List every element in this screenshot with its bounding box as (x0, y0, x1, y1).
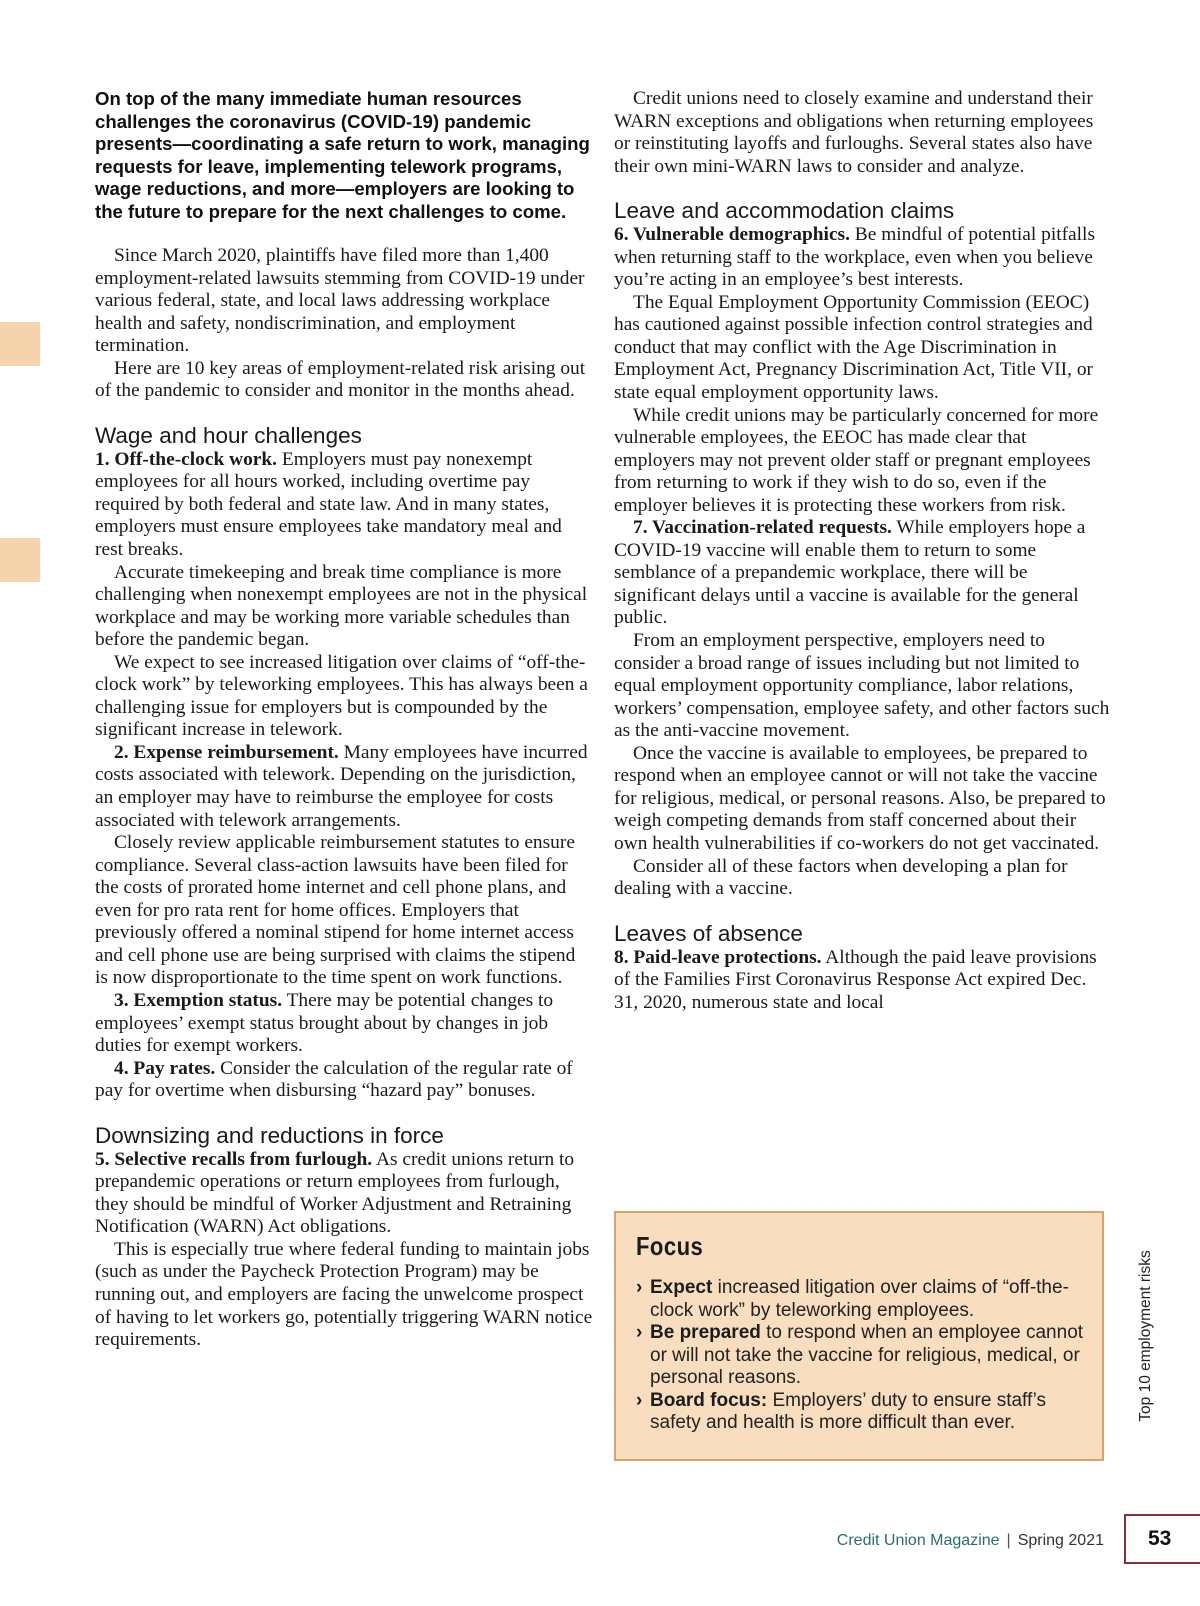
item-lead: 6. Vulnerable demographics. (614, 224, 850, 246)
paragraph-off-the-clock (95, 449, 593, 562)
focus-item-text: Employers’ duty to ensure staff’s safety and health is more difficult than ever. (650, 1389, 1046, 1433)
item-text: Be mindful of potential pitfalls when returning staff to the workplace, even when you believe you’re acting in an employee’s best interests. (614, 224, 1095, 291)
focus-item-key: Be prepared (650, 1322, 761, 1343)
body-paragraph: While credit unions may be particularly concerned for more vulnerable employees, the EEOC has made clear that employers may not prevent older staff or pregnant employees from returning to work if they wish to do so, even if the employer believes it is protecting these workers from risk. (614, 404, 1099, 516)
item-text: Although the paid leave provisions of the Families First Coronavirus Response Act expired Dec. 31, 2020, numerous state and local (614, 946, 1097, 1013)
item-lead: 2. Expense reimbursement. (114, 741, 339, 763)
paragraph-selective-recalls (95, 1149, 593, 1239)
body-paragraph: From an employment perspective, employers need to consider a broad range of issues including but not limited to equal employment opportunity compliance, labor relations, workers’ compensation, employee safety, and other factors such as the anti-vaccine movement. (614, 630, 1110, 742)
margin-tab-accent (0, 322, 40, 366)
item-text: Many employees have incurred costs associated with telework. Depending on the jurisdiction, an employer may have to reimburse the employee for costs associated with telework arrangements. (95, 741, 588, 831)
focus-item-key: Expect (650, 1277, 713, 1298)
focus-item-key: Board focus: (650, 1389, 768, 1411)
issue-date: Spring 2021 (1017, 1532, 1104, 1549)
focus-box (614, 1211, 1104, 1461)
body-paragraph: The Equal Employment Opportunity Commission (EEOC) has cautioned against possible infection control strategies and conduct that may conflict with the Age Discrimination in Employment Act, Pregnancy Discrimination Act, Title VII, or state equal employment opportunity laws. (614, 291, 1093, 404)
section-heading-wage: Wage and hour challenges (95, 422, 362, 448)
item-lead: 4. Pay rates. (114, 1057, 216, 1079)
focus-item-text: to respond when an employee cannot or will not take the vaccine for religious, medical, or personal reasons. (650, 1322, 1084, 1388)
body-paragraph: Closely review applicable reimbursement statutes to ensure compliance. Several class-action lawsuits have been filed for the costs of prorated home internet and cell phone plans, and even for pro rata rent for home offices. Employers that previously offered a nominal stipend for home internet access and cell phone use are being surprised with claims the stipend is now disproportionate to the time spent on work functions. (95, 832, 576, 989)
item-lead: 8. Paid-leave protections. (614, 946, 822, 968)
item-text: Employers must pay nonexempt employees for all hours worked, including overtime pay required by both federal and state law. And in many states, employers must ensure employees take mandatory meal and rest breaks. (95, 448, 562, 561)
paragraph-vaccination-requests (614, 517, 1110, 630)
paragraph-vulnerable-demographics (614, 224, 1110, 292)
item-lead: 5. Selective recalls from furlough. (95, 1148, 373, 1170)
paragraph-expense-reimbursement (95, 742, 593, 832)
item-text: As credit unions return to prepandemic operations or return employees from furlough, they should be mindful of Worker Adjustment and Retraining Notification (WARN) Act obligations. (95, 1148, 575, 1238)
focus-item (636, 1277, 1084, 1322)
section-heading-leave-accommodation: Leave and accommodation claims (614, 198, 955, 224)
item-lead: 7. Vaccination-related requests. (633, 517, 892, 539)
left-column (95, 88, 593, 1352)
item-lead: 1. Off-the-clock work. (95, 448, 278, 470)
section-heading-leaves: Leaves of absence (614, 920, 803, 946)
intro-paragraph: Since March 2020, plaintiffs have filed more than 1,400 employment-related lawsuits stemming from COVID-19 under various federal, state, and local laws addressing workplace health and safety, nondiscrimination, and employment termination. (95, 245, 585, 357)
focus-item (636, 1322, 1084, 1390)
intro-paragraph: Here are 10 key areas of employment-related risk arising out of the pandemic to consider and monitor in the months ahead. (95, 357, 586, 402)
paragraph-paid-leave (614, 947, 1110, 1015)
margin-tab-accent (0, 538, 40, 582)
paragraph-pay-rates (95, 1058, 593, 1103)
right-column (614, 88, 1110, 1014)
focus-title: Focus (636, 1231, 704, 1261)
chevron-right-icon: › (636, 1277, 643, 1298)
body-paragraph: This is especially true where federal funding to maintain jobs (such as under the Paycheck Protection Program) may be running out, and employers are facing the unwelcome prospect of having to let workers go, potentially triggering WARN notice requirements. (95, 1238, 593, 1351)
footer-separator: | (1006, 1532, 1011, 1549)
item-text: While employers hope a COVID-19 vaccine will enable them to return to some semblance of a prepandemic workplace, there will be significant delays until a vaccine is available for the general public. (614, 517, 1086, 629)
footer (837, 1530, 1104, 1552)
chevron-right-icon: › (636, 1322, 643, 1343)
body-paragraph: Credit unions need to closely examine and understand their WARN exceptions and obligations when returning employees or reinstituting layoffs and furloughs. Several states also have their own mini-WARN laws to consider and analyze. (614, 88, 1094, 177)
focus-item-text: increased litigation over claims of “off-the-clock work” by teleworking employees. (650, 1277, 1069, 1321)
section-heading-downsizing: Downsizing and reductions in force (95, 1122, 444, 1148)
lead-paragraph: On top of the many immediate human resources challenges the coronavirus (COVID-19) pandemic presents—coordinating a safe return to work, managing requests for leave, implementing telework programs, wage reductions, and more—employers are looking to the future to prepare for the next challenges to come. (95, 88, 590, 222)
chevron-right-icon: › (636, 1389, 643, 1411)
paragraph-exemption-status (95, 990, 593, 1058)
focus-item (636, 1390, 1084, 1435)
magazine-name: Credit Union Magazine (836, 1532, 1000, 1549)
item-lead: 3. Exemption status. (114, 989, 283, 1011)
body-paragraph: Consider all of these factors when developing a plan for dealing with a vaccine. (614, 855, 1068, 900)
item-text: There may be potential changes to employees’ exempt status brought about by changes in job duties for exempt workers. (95, 989, 554, 1057)
body-paragraph: Once the vaccine is available to employees, be prepared to respond when an employee cannot or will not take the vaccine for religious, medical, or personal reasons. Also, be prepared to weigh competing demands from staff concerned about their own health vulnerabilities if co-workers do not get vaccinated. (614, 742, 1106, 854)
body-paragraph: Accurate timekeeping and break time compliance is more challenging when nonexempt employees are not in the physical workplace and may be working more variable schedules than before the pandemic began. (95, 561, 588, 651)
page-number: 53 (1124, 1514, 1200, 1564)
side-section-label: Top 10 employment risks (1137, 1250, 1154, 1422)
body-paragraph: We expect to see increased litigation over claims of “off-the-clock work” by teleworking employees. This has always been a challenging issue for employers but is compounded by the significant increase in telework. (95, 651, 588, 741)
item-text: Consider the calculation of the regular rate of pay for overtime when disbursing “hazard pay” bonuses. (95, 1057, 573, 1102)
